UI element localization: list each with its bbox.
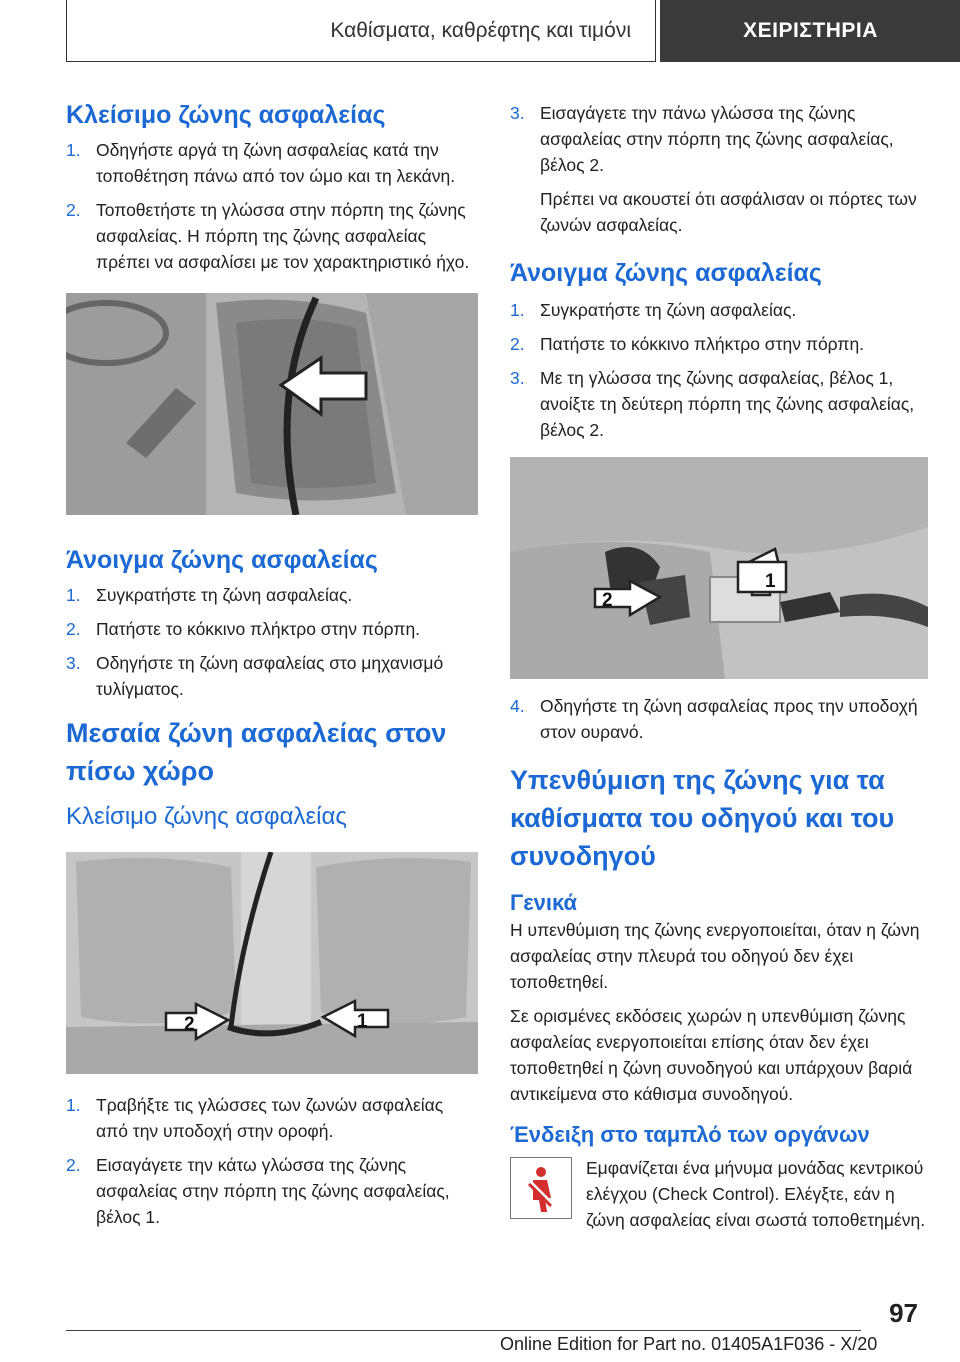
front-seat-belt-figure [66,293,478,515]
heading-open-belt: Άνοιγμα ζώνης ασφαλείας [66,546,378,574]
arrow-label-1: 1 [765,571,776,592]
heading-close-belt: Κλείσιμο ζώνης ασφαλείας [66,101,386,129]
heading-belt-reminder: Υπενθύμιση της ζώνης για τα καθίσματα του οδηγού και του συνοδηγού [510,765,895,871]
list-item: 3. Με τη γλώσσα της ζώνης ασφαλείας, βέλος 1, ανοίξτε τη δεύτερη πόρπη της ζώνης ασφαλείας, βέλος 2. [510,368,915,440]
arrow-label-2: 2 [602,590,613,611]
heading-rear-middle-belt: Μεσαία ζώνη ασφαλείας στον πίσω χώρο [66,718,447,786]
arrow-label-2: 2 [184,1014,195,1035]
paragraph: Σε ορισμένες εκδόσεις χωρών η υπενθύμιση ζώνης ασφαλείας ενεργοποιείται επίσης όταν δεν έχει τοποθετηθεί η ζώνη συνοδηγού και υπάρχουν βαριά αντικείμενα στο κάθισμα συνοδηγού. [510,1006,913,1104]
rear-close-steps-cont [510,100,928,178]
paragraph: Πρέπει να ακουστεί ότι ασφάλισαν οι πόρτες των ζωνών ασφαλείας. [540,189,917,235]
rear-open-steps [510,297,928,443]
footer-divider [66,1330,861,1331]
section-title: Καθίσματα, καθρέφτης και τιμόνι [66,0,656,62]
heading-open-belt-rear: Άνοιγμα ζώνης ασφαλείας [510,259,822,287]
page-header [66,0,960,62]
list-item: 3. Εισαγάγετε την πάνω γλώσσα της ζώνης ασφαλείας στην πόρπη της ζώνης ασφαλείας, βέλος 2. [510,103,894,175]
buckle-release-figure [510,457,928,679]
paragraph: Η υπενθύμιση της ζώνης ενεργοποιείται, όταν η ζώνη ασφαλείας στην πλευρά του οδηγού δεν έχει τοποθετηθεί. [510,920,920,992]
close-belt-steps [66,137,478,275]
rear-open-steps-cont [510,693,928,745]
rear-middle-belt-figure [66,852,478,1074]
list-item: 4. Οδηγήστε τη ζώνη ασφαλείας προς την υποδοχή στον ουρανό. [510,696,918,742]
list-item: 2. Πατήστε το κόκκινο πλήκτρο στην πόρπη. [510,334,865,354]
list-item: 1. Τραβήξτε τις γλώσσες των ζωνών ασφαλείας από την υποδοχή στην οροφή. [66,1095,444,1141]
arrow-label-1: 1 [357,1011,368,1032]
list-item: 2. Πατήστε το κόκκινο πλήκτρο στην πόρπη. [66,619,421,639]
list-item: 1. Συγκρατήστε τη ζώνη ασφαλείας. [66,585,353,605]
seatbelt-warning-icon [510,1157,572,1219]
page-number: 97 [889,1298,918,1328]
open-belt-steps [66,582,478,702]
list-item: 1. Οδηγήστε αργά τη ζώνη ασφαλείας κατά την τοποθέτηση πάνω από τον ώμο και τη λεκάνη. [66,140,456,186]
subheading-general: Γενικά [510,890,578,915]
chapter-title: ΧΕΙΡΙΣΤΗΡΙΑ [660,0,960,62]
list-item: 3. Οδηγήστε τη ζώνη ασφαλείας στο μηχανισμό τυλίγματος. [66,653,444,699]
rear-close-steps [66,1092,478,1230]
list-item: 2. Εισαγάγετε την κάτω γλώσσα της ζώνης ασφαλείας στην πόρπη της ζώνης ασφαλείας, βέλος 1. [66,1155,450,1227]
footer-edition: Online Edition for Part no. 01405A1F036 - X/20 [500,1334,878,1354]
list-item: 2. Τοποθετήστε τη γλώσσα στην πόρπη της ζώνης ασφαλείας. Η πόρπη της ζώνης ασφαλείας πρέπει να ασφαλίσει με τον χαρακτηριστικό ήχο. [66,200,470,272]
right-column [510,100,928,1233]
warning-block [510,1155,928,1233]
left-column [66,100,478,1238]
subheading-instrument-display: Ένδειξη στο ταμπλό των οργάνων [510,1122,870,1147]
subheading-close-belt: Κλείσιμο ζώνης ασφαλείας [66,803,347,830]
list-item: 1. Συγκρατήστε τη ζώνη ασφαλείας. [510,300,797,320]
paragraph: Εμφανίζεται ένα μήνυμα μονάδας κεντρικού ελέγχου (Check Control). Ελέγξτε, εάν η ζώνη ασφαλείας είναι σωστά τοποθετημένη. [586,1158,926,1230]
